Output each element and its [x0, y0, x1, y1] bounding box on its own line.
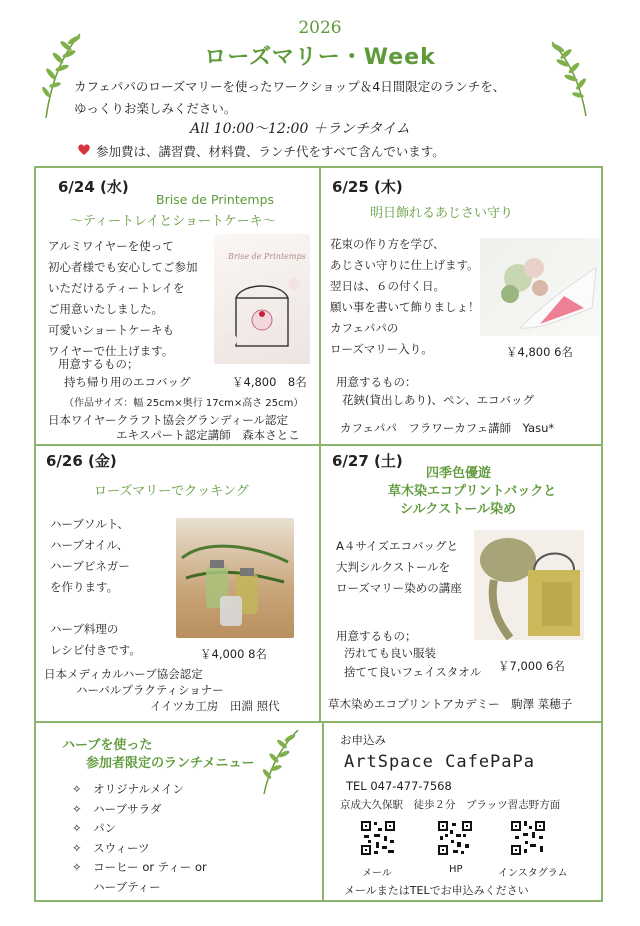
qr-label-instagram: インスタグラム — [498, 868, 568, 879]
qr-label-mail: メール — [362, 868, 392, 879]
day3-instructor: 日本メディカルハーブ協会認定 — [44, 667, 203, 681]
description-line: を作ります。 — [50, 580, 119, 594]
day1-items-label: 用意するもの； — [58, 357, 139, 371]
lunch-title: 参加者限定のランチメニュー — [86, 756, 255, 771]
description-line: ローズマリー染めの講座 — [336, 581, 462, 595]
day3-price: ￥4,000 8名 — [200, 647, 267, 661]
day4-instructor: 草木染めエコプリントアカデミー 駒澤 菜穂子 — [328, 697, 573, 711]
description-line: 翌日は、６の付く日。 — [330, 279, 445, 293]
menu-item-label: ハーブサラダ — [93, 801, 162, 816]
menu-item — [72, 839, 207, 859]
fee-note: 参加費は、講習費、材料費、ランチ代をすべて含んでいます。 — [96, 144, 445, 159]
page-title: ローズマリー・Week — [204, 45, 436, 70]
day4-subtitle: シルクストール染め — [400, 502, 517, 517]
menu-item — [72, 800, 207, 820]
description-line: いただけるティートレイを — [48, 281, 185, 295]
qr-code-mail[interactable] — [360, 820, 396, 856]
menu-item-label: オリジナルメイン — [93, 782, 184, 796]
phone-number[interactable]: TEL 047-477-7568 — [346, 779, 452, 793]
day3-description — [50, 514, 180, 661]
description-line: 可愛いショートケーキも — [48, 323, 175, 337]
wire-tray-illustration — [222, 274, 302, 356]
description-line: ローズマリー入り。 — [330, 342, 433, 356]
description-line: ハーブソルト、 — [50, 517, 129, 531]
description-line: カフェパパの — [330, 321, 399, 335]
day4-date: 6/27 (土) — [332, 452, 403, 470]
day3-subtitle: ローズマリーでクッキング — [94, 484, 249, 499]
contact-note: メールまたはTELでお申込みください — [344, 884, 529, 897]
day1-subtitle: Brise de Printemps — [156, 192, 275, 207]
qr-code-icon — [510, 820, 546, 856]
day4-description — [336, 536, 486, 599]
wire-tray-photo — [214, 234, 310, 364]
diamond-bullet-icon: ✧ — [72, 840, 94, 855]
description-line: A４サイズエコバッグと — [336, 539, 459, 553]
description-line: レシピ付きです。 — [50, 643, 141, 657]
menu-item — [72, 858, 207, 878]
rosemary-sprig-icon — [254, 726, 304, 796]
day2-price: ￥4,800 6名 — [506, 345, 573, 359]
diamond-bullet-icon: ✧ — [72, 782, 94, 796]
day2-instructor: カフェパパ フラワーカフェ講師 Yasu* — [340, 421, 555, 435]
day2-subtitle: 明日飾れるあじさい守り — [370, 206, 514, 221]
description-line: 願い事を書いて飾りましょ！ — [330, 300, 480, 314]
menu-item-label: スウィーツ — [93, 840, 150, 855]
description-spacer — [50, 598, 180, 619]
day4-subtitle: 四季色優遊 — [426, 466, 492, 481]
qr-label-hp: HP — [449, 864, 463, 875]
menu-item-label: パン — [93, 821, 117, 835]
herb-bottles-illustration — [176, 518, 294, 638]
menu-item — [72, 878, 207, 898]
intro-line-1: カフェパパのローズマリーを使ったワークショップ＆4日間限定のランチを、 — [74, 79, 506, 94]
description-line: ハーブオイル、 — [50, 538, 129, 552]
day4-items: 汚れても良い服装 — [344, 646, 436, 660]
description-line: ハーブビネガー — [50, 559, 130, 573]
description-line: ハーブ料理の — [50, 622, 119, 636]
description-line: 初心者様でも安心してご参加 — [48, 260, 198, 274]
description-line: 花束の作り方を学び、 — [330, 237, 445, 251]
diamond-bullet-icon: ✧ — [72, 821, 94, 835]
description-line: 大判シルクストールを — [336, 560, 451, 574]
description-line: ご用意いたしました。 — [48, 302, 163, 316]
day3-instructor: イイツカ工房 田淵 照代 — [150, 699, 280, 713]
description-line: アルミワイヤーを使って — [48, 239, 174, 253]
bouquet-illustration — [480, 238, 600, 336]
menu-item-label: ハーブティー — [93, 879, 161, 894]
qr-code-hp[interactable] — [437, 820, 473, 856]
eco-print-bag-photo — [474, 530, 584, 640]
description-line: あじさい守りに仕上げます。 — [330, 258, 479, 272]
qr-code-icon — [360, 820, 396, 856]
qr-code-instagram[interactable] — [510, 820, 546, 856]
divider — [34, 721, 603, 723]
day2-date: 6/25 (木) — [332, 178, 403, 196]
shop-name: ArtSpace CafePaPa — [344, 752, 535, 772]
day2-items-label: 用意するもの： — [336, 375, 417, 389]
lunch-menu — [72, 780, 207, 897]
description-line: ワイヤーで仕上げます。 — [48, 344, 174, 358]
day4-items-label: 用意するもの； — [336, 629, 417, 643]
menu-item-label: コーヒー or ティー or — [93, 860, 207, 874]
hydrangea-bouquet-photo — [480, 238, 600, 336]
eco-bag-illustration — [474, 530, 584, 640]
day1-price: ￥4,800 8名 — [232, 375, 307, 389]
day1-subtitle: 〜ティートレイとショートケーキ〜 — [70, 214, 276, 229]
divider — [322, 721, 324, 902]
menu-item — [72, 780, 207, 800]
menu-item — [72, 819, 207, 839]
contact-label: お申込み — [340, 733, 386, 747]
day2-items: 花鋏(貸出しあり)、ペン、エコバッグ — [342, 393, 535, 407]
diamond-bullet-icon: ✧ — [72, 860, 94, 874]
access-info: 京成大久保駅 徒歩２分 ブラッツ習志野方面 — [340, 799, 561, 811]
heart-icon — [77, 143, 91, 156]
day3-instructor: ハーバルプラクティショナー — [76, 683, 224, 697]
day1-items: 持ち帰り用のエコバッグ — [64, 375, 191, 389]
day1-description — [48, 236, 218, 362]
day1-date: 6/24 (水) — [58, 178, 129, 196]
lunch-title: ハーブを使った — [62, 738, 153, 753]
day1-size: （作品サイズ：幅 25cm×奥行 17cm×高さ 25cm） — [64, 398, 304, 409]
event-year: 2026 — [298, 18, 342, 38]
herb-bottles-photo — [176, 518, 294, 638]
day4-subtitle: 草木染エコプリントバックと — [388, 484, 557, 499]
intro-line-2: ゆっくりお楽しみください。 — [74, 101, 237, 116]
photo-caption: Brise de Printemps — [228, 252, 306, 261]
day4-items: 捨てて良いフェイスタオル — [344, 665, 482, 679]
day1-instructor: エキスパート認定講師 森本さとこ — [116, 428, 300, 442]
intro-text — [74, 76, 574, 120]
event-time: All 10:00〜12:00 ＋ランチタイム — [190, 121, 410, 137]
day3-date: 6/26 (金) — [46, 452, 117, 470]
day2-description — [330, 234, 490, 360]
qr-code-icon — [437, 820, 473, 856]
diamond-bullet-icon: ✧ — [72, 801, 94, 816]
day1-instructor: 日本ワイヤークラフト協会グランディール認定 — [48, 413, 289, 427]
day4-price: ￥7,000 6名 — [498, 659, 565, 673]
